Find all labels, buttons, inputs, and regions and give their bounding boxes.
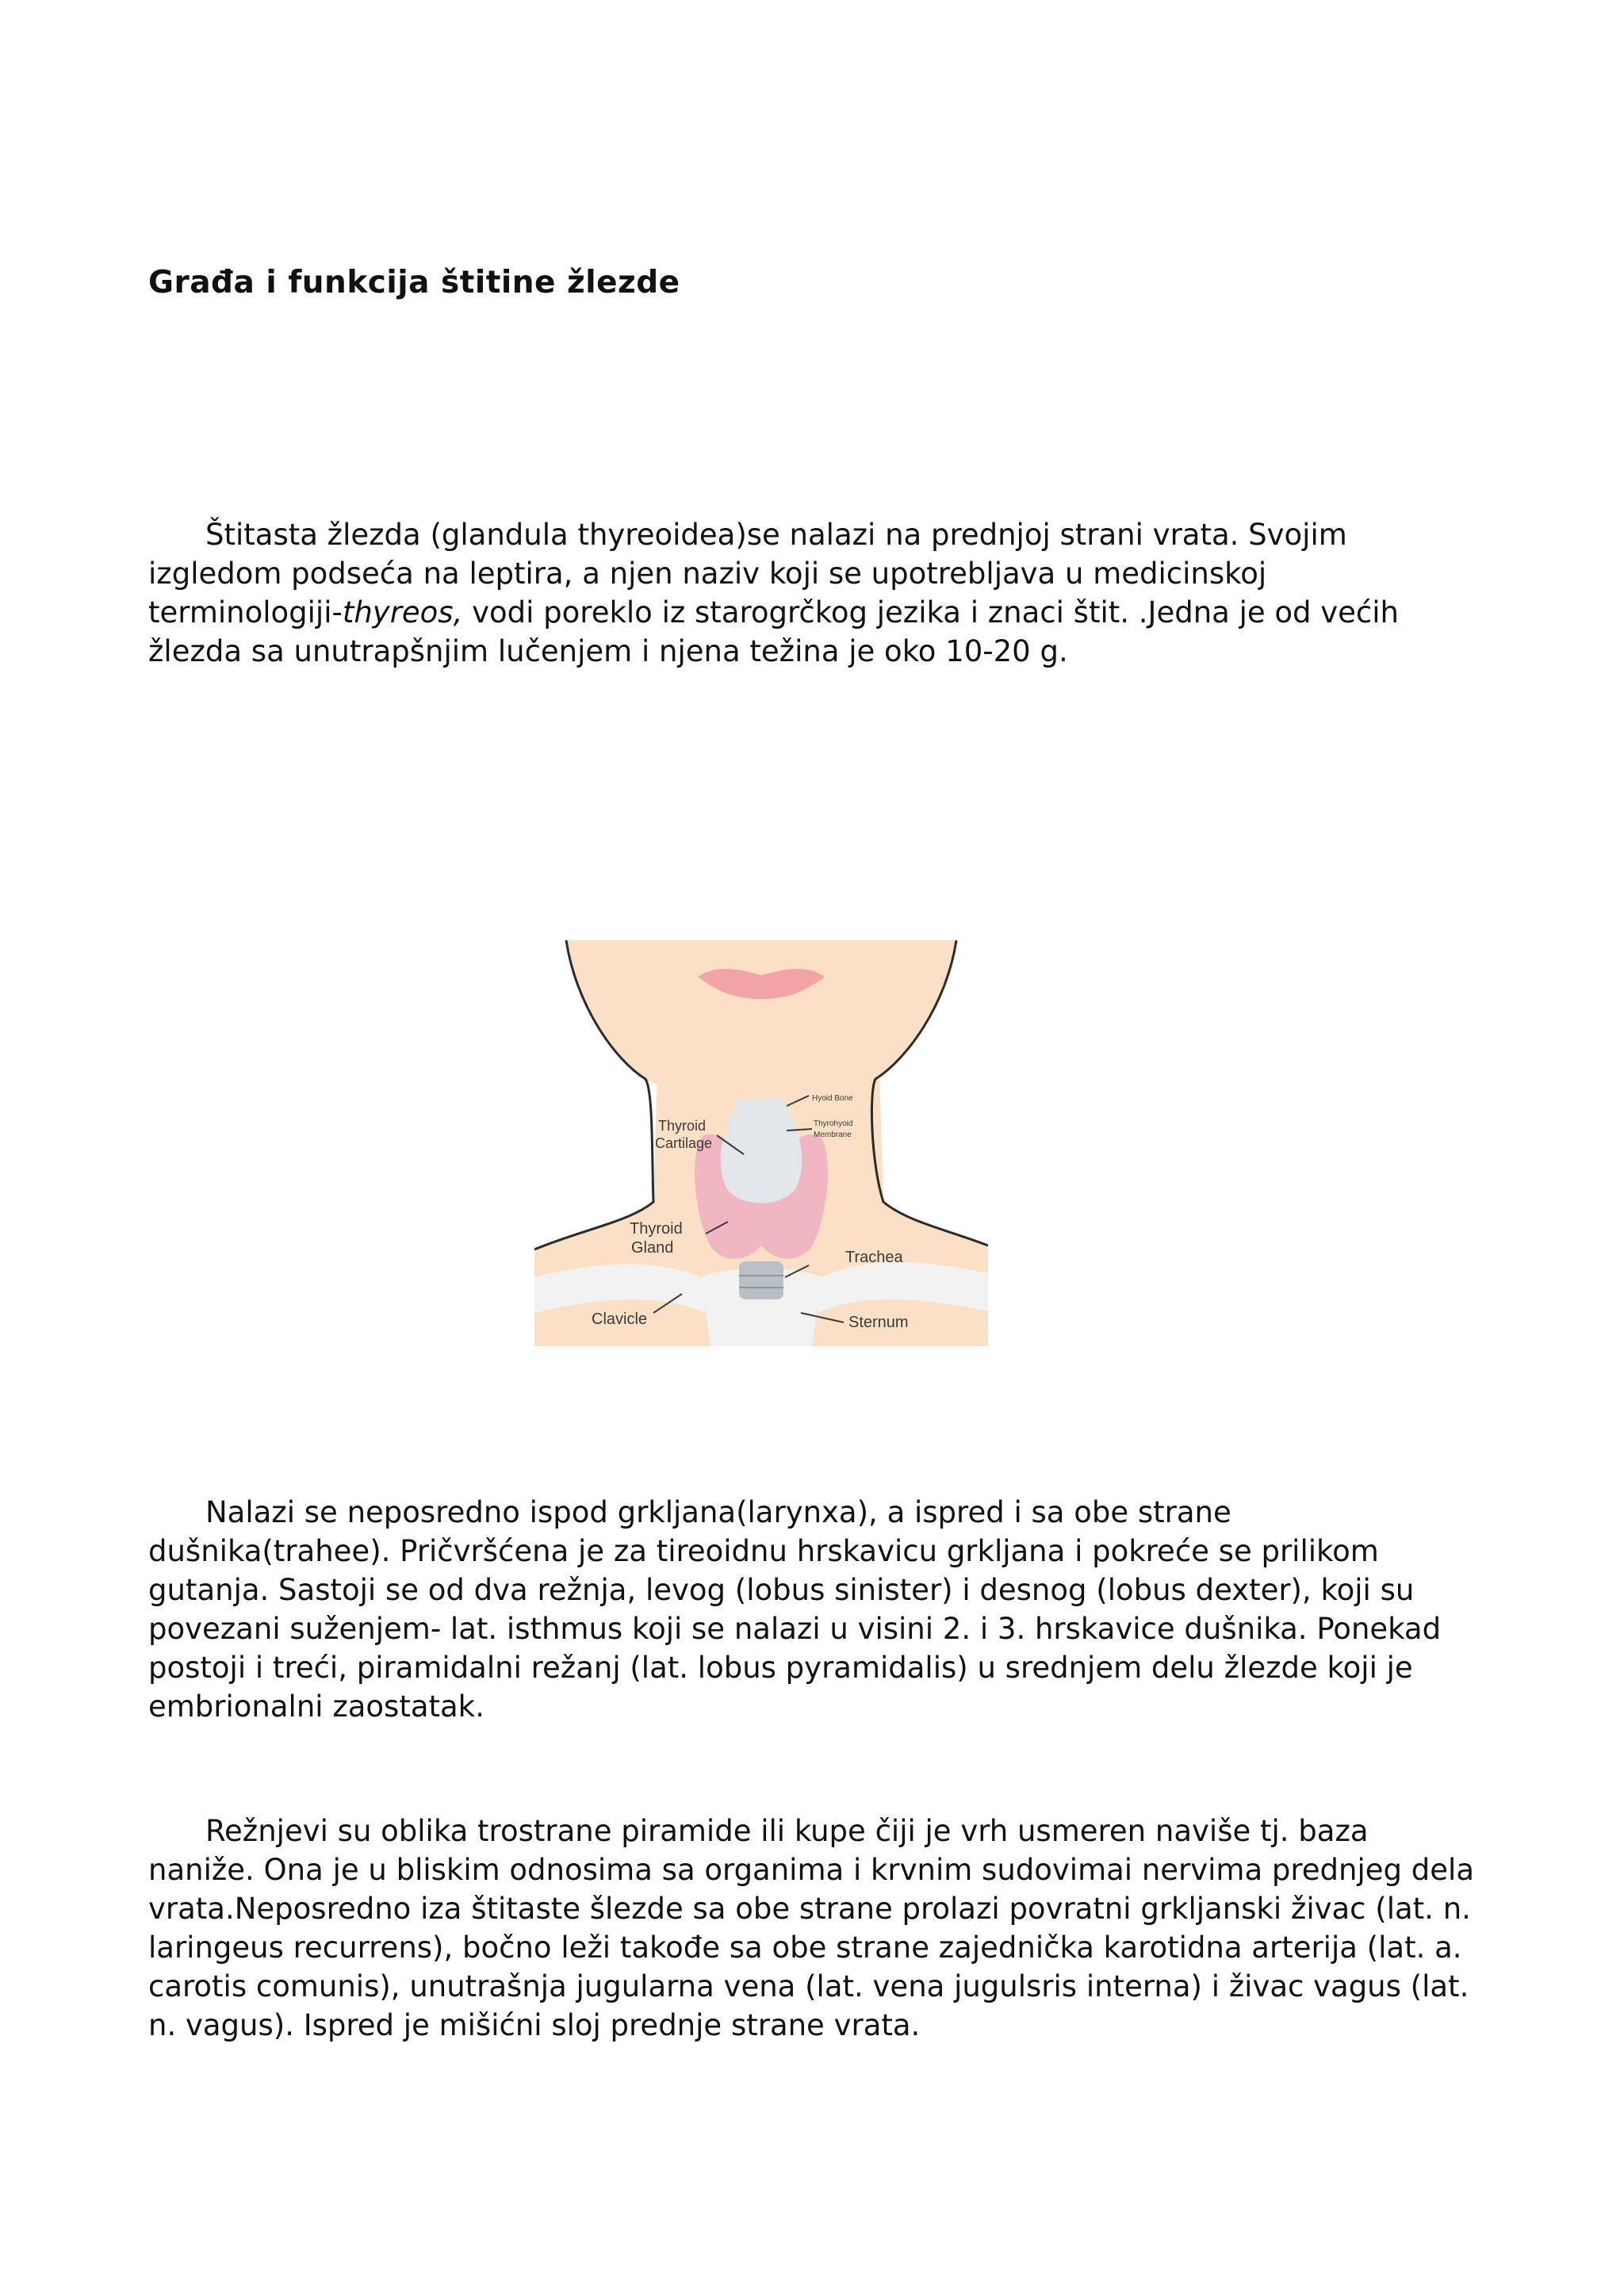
label-thyrohyoid-membrane-1: Thyrohyoid — [814, 1119, 853, 1128]
cartilage-shape — [721, 1111, 802, 1203]
label-thyroid-gland-2: Gland — [631, 1239, 674, 1257]
text-line: žlezda sa unutrapšnjim lučenjem i njena težina je oko 10-20 g. — [148, 634, 1068, 668]
thyroid-anatomy-figure — [534, 940, 988, 1346]
text-line: postoji i treći, piramidalni režanj (lat. lobus pyramidalis) u srednjem delu žlezde koji je — [148, 1651, 1413, 1685]
paragraph-intro — [148, 515, 1496, 671]
paragraph-location — [148, 1493, 1496, 1726]
paragraph-lobes — [148, 1812, 1496, 2045]
label-thyroid-cartilage-2: Cartilage — [655, 1135, 713, 1151]
text-span: vodi poreklo iz starogrčkog jezika i znaci štit. .Jedna je od većih — [462, 595, 1399, 629]
page-title: Građa i funkcija štitine žlezde — [148, 265, 680, 300]
trachea-shape — [739, 1261, 783, 1299]
text-line: Režnjevi su oblika trostrane piramide ili kupe čiji je vrh usmeren naviše tj. baza — [205, 1814, 1369, 1848]
text-line: dušnika(trahee). Pričvršćena je za tireoidnu hrskavicu grkljana i pokreće se prilikom — [148, 1534, 1379, 1568]
hyoid-bone-shape — [736, 1099, 787, 1115]
label-hyoid-bone: Hyoid Bone — [812, 1094, 853, 1103]
text-line: laringeus recurrens), bočno leži takođe sa obe strane zajednička karotidna arterija (lat. a. — [148, 1931, 1462, 1965]
label-thyrohyoid-membrane-2: Membrane — [814, 1131, 852, 1139]
label-thyroid-gland-1: Thyroid — [630, 1220, 683, 1238]
text-line: Nalazi se neposredno ispod grkljana(larynxa), a ispred i sa obe strane — [205, 1495, 1231, 1529]
text-line: Štitasta žlezda (glandula thyreoidea)se nalazi na prednjoj strani vrata. Svojim — [205, 518, 1347, 552]
text-line: n. vagus). Ispred je mišićni sloj prednje strane vrata. — [148, 2008, 921, 2042]
text-line: povezani suženjem- lat. isthmus koji se nalazi u visini 2. i 3. hrskavice dušnika. Ponekad — [148, 1612, 1442, 1646]
text-line: naniže. Ona je u bliskim odnosima sa organima i krvnim sudovimai nervima prednjeg dela — [148, 1853, 1474, 1887]
skin-face — [566, 940, 956, 1097]
text-line: carotis comunis), unutrašnja jugularna vena (lat. vena jugulsris interna) i živac vagus (lat. — [148, 1969, 1469, 2003]
text-line: izgledom podseća na leptira, a njen naziv koji se upotrebljava u medicinskoj — [148, 557, 1267, 591]
thyroid-illustration — [534, 940, 988, 1346]
label-clavicle: Clavicle — [592, 1311, 648, 1328]
text-line: gutanja. Sastoji se od dva režnja, levog (lobus sinister) i desnog (lobus dexter), koji su — [148, 1573, 1415, 1607]
text-line — [148, 593, 1496, 632]
label-sternum: Sternum — [848, 1314, 909, 1331]
italic-term: thyreos, — [342, 595, 463, 629]
text-span: terminologiji- — [148, 595, 343, 629]
label-thyroid-cartilage-1: Thyroid — [658, 1118, 707, 1134]
label-trachea: Trachea — [845, 1249, 903, 1266]
text-line: vrata.Neposredno iza štitaste šlezde sa obe strane prolazi povratni grkljanski živac (lat. n. — [148, 1892, 1471, 1926]
text-line: embrionalni zaostatak. — [148, 1689, 485, 1724]
